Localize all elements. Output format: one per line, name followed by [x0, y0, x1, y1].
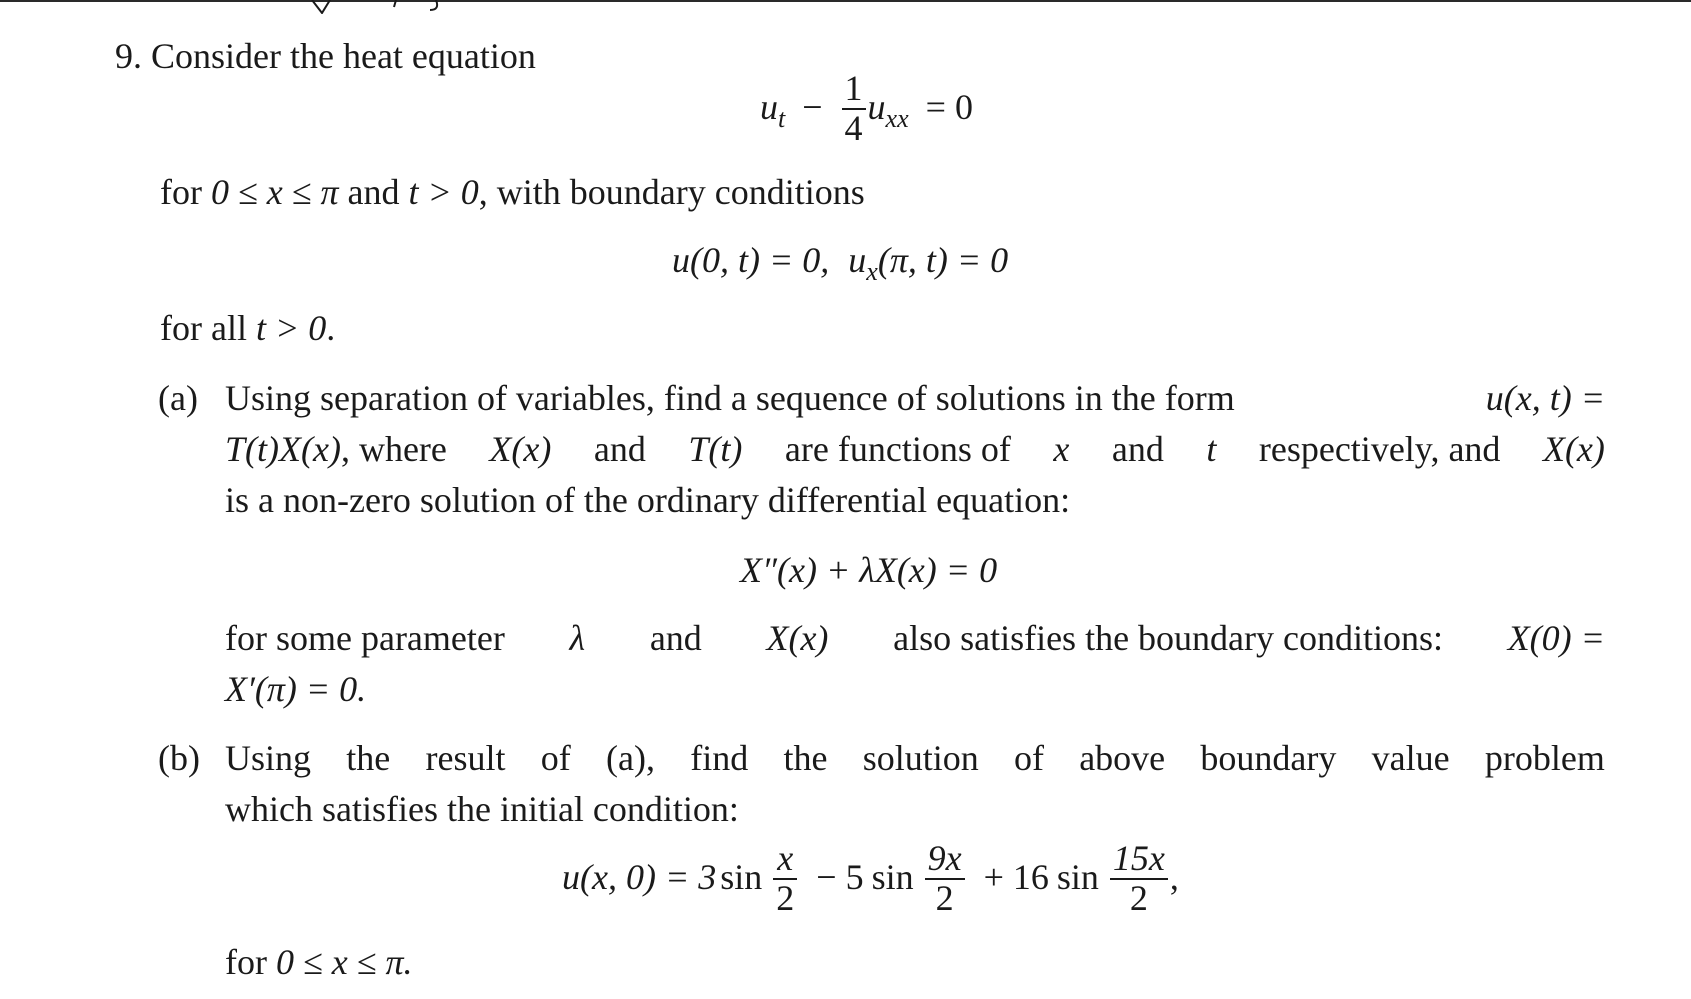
part-a-after-line1: for some parameter λ and X(x) also satisfies the boundary conditions: X(0) = [225, 618, 1605, 658]
ode-equation: X″(x) + λX(x) = 0 [740, 550, 998, 590]
part-b-label: (b) [158, 738, 200, 778]
part-a-label: (a) [158, 378, 198, 418]
fraction-one-quarter: $\frac{1}{4}$ [842, 70, 866, 148]
previous-problem-fragment [300, 0, 470, 14]
part-b-range-line: for 0 ≤ x ≤ π. [225, 942, 413, 982]
part-b-word: (a), [605, 738, 655, 778]
problem-intro: Consider the heat equation [151, 36, 536, 76]
top-rule [0, 0, 1691, 2]
part-a-line3: is a non-zero solution of the ordinary differential equation: [225, 480, 1071, 520]
heat-equation: $u_t$ − $\frac{1}{4}$ $u_{xx} = 0$ [760, 68, 973, 148]
for-all-line: for all t > 0. [160, 308, 336, 348]
part-b-word: of [540, 738, 571, 778]
initial-condition: u(x, 0) = 3 sin $\frac{x}{2}$ − 5 sin $\frac{9x}{2}$ + 16 sin $\frac{15x}{2}$ , [562, 838, 1179, 918]
part-b-word: problem [1484, 738, 1605, 778]
fraction-15x-over-2: $\frac{15x}{2}$ [1110, 840, 1168, 918]
problem-number: 9. [115, 36, 142, 76]
part-b-word: find [690, 738, 749, 778]
part-b-word: Using [225, 738, 312, 778]
part-a-after-line2: X′(π) = 0. [225, 669, 367, 709]
problem-header [115, 38, 536, 74]
part-b-word: of [1013, 738, 1044, 778]
part-b-word: result [425, 738, 506, 778]
part-b-word: boundary [1200, 738, 1337, 778]
part-b-word: value [1371, 738, 1450, 778]
fraction-9x-over-2: $\frac{9x}{2}$ [925, 840, 965, 918]
domain-line: for 0 ≤ x ≤ π and t > 0, with boundary conditions [160, 172, 865, 212]
part-b-word: the [783, 738, 828, 778]
boundary-conditions: u(0, t) = 0, $u_x(\pi$, t) = 0 [672, 240, 1009, 286]
part-a-line2: T(t)X(x), where X(x) and T(t) are functions of x and t respectively, and X(x) [225, 429, 1605, 469]
part-a-line1: Using separation of variables, find a sequence of solutions in the form u(x, t) = [225, 378, 1605, 418]
part-b-word: above [1079, 738, 1166, 778]
part-b-line2: which satisfies the initial condition: [225, 789, 739, 829]
part-b-line1 [225, 740, 1605, 776]
part-b-word: solution [862, 738, 979, 778]
fraction-x-over-2: $\frac{x}{2}$ [773, 840, 797, 918]
part-b-word: the [346, 738, 391, 778]
